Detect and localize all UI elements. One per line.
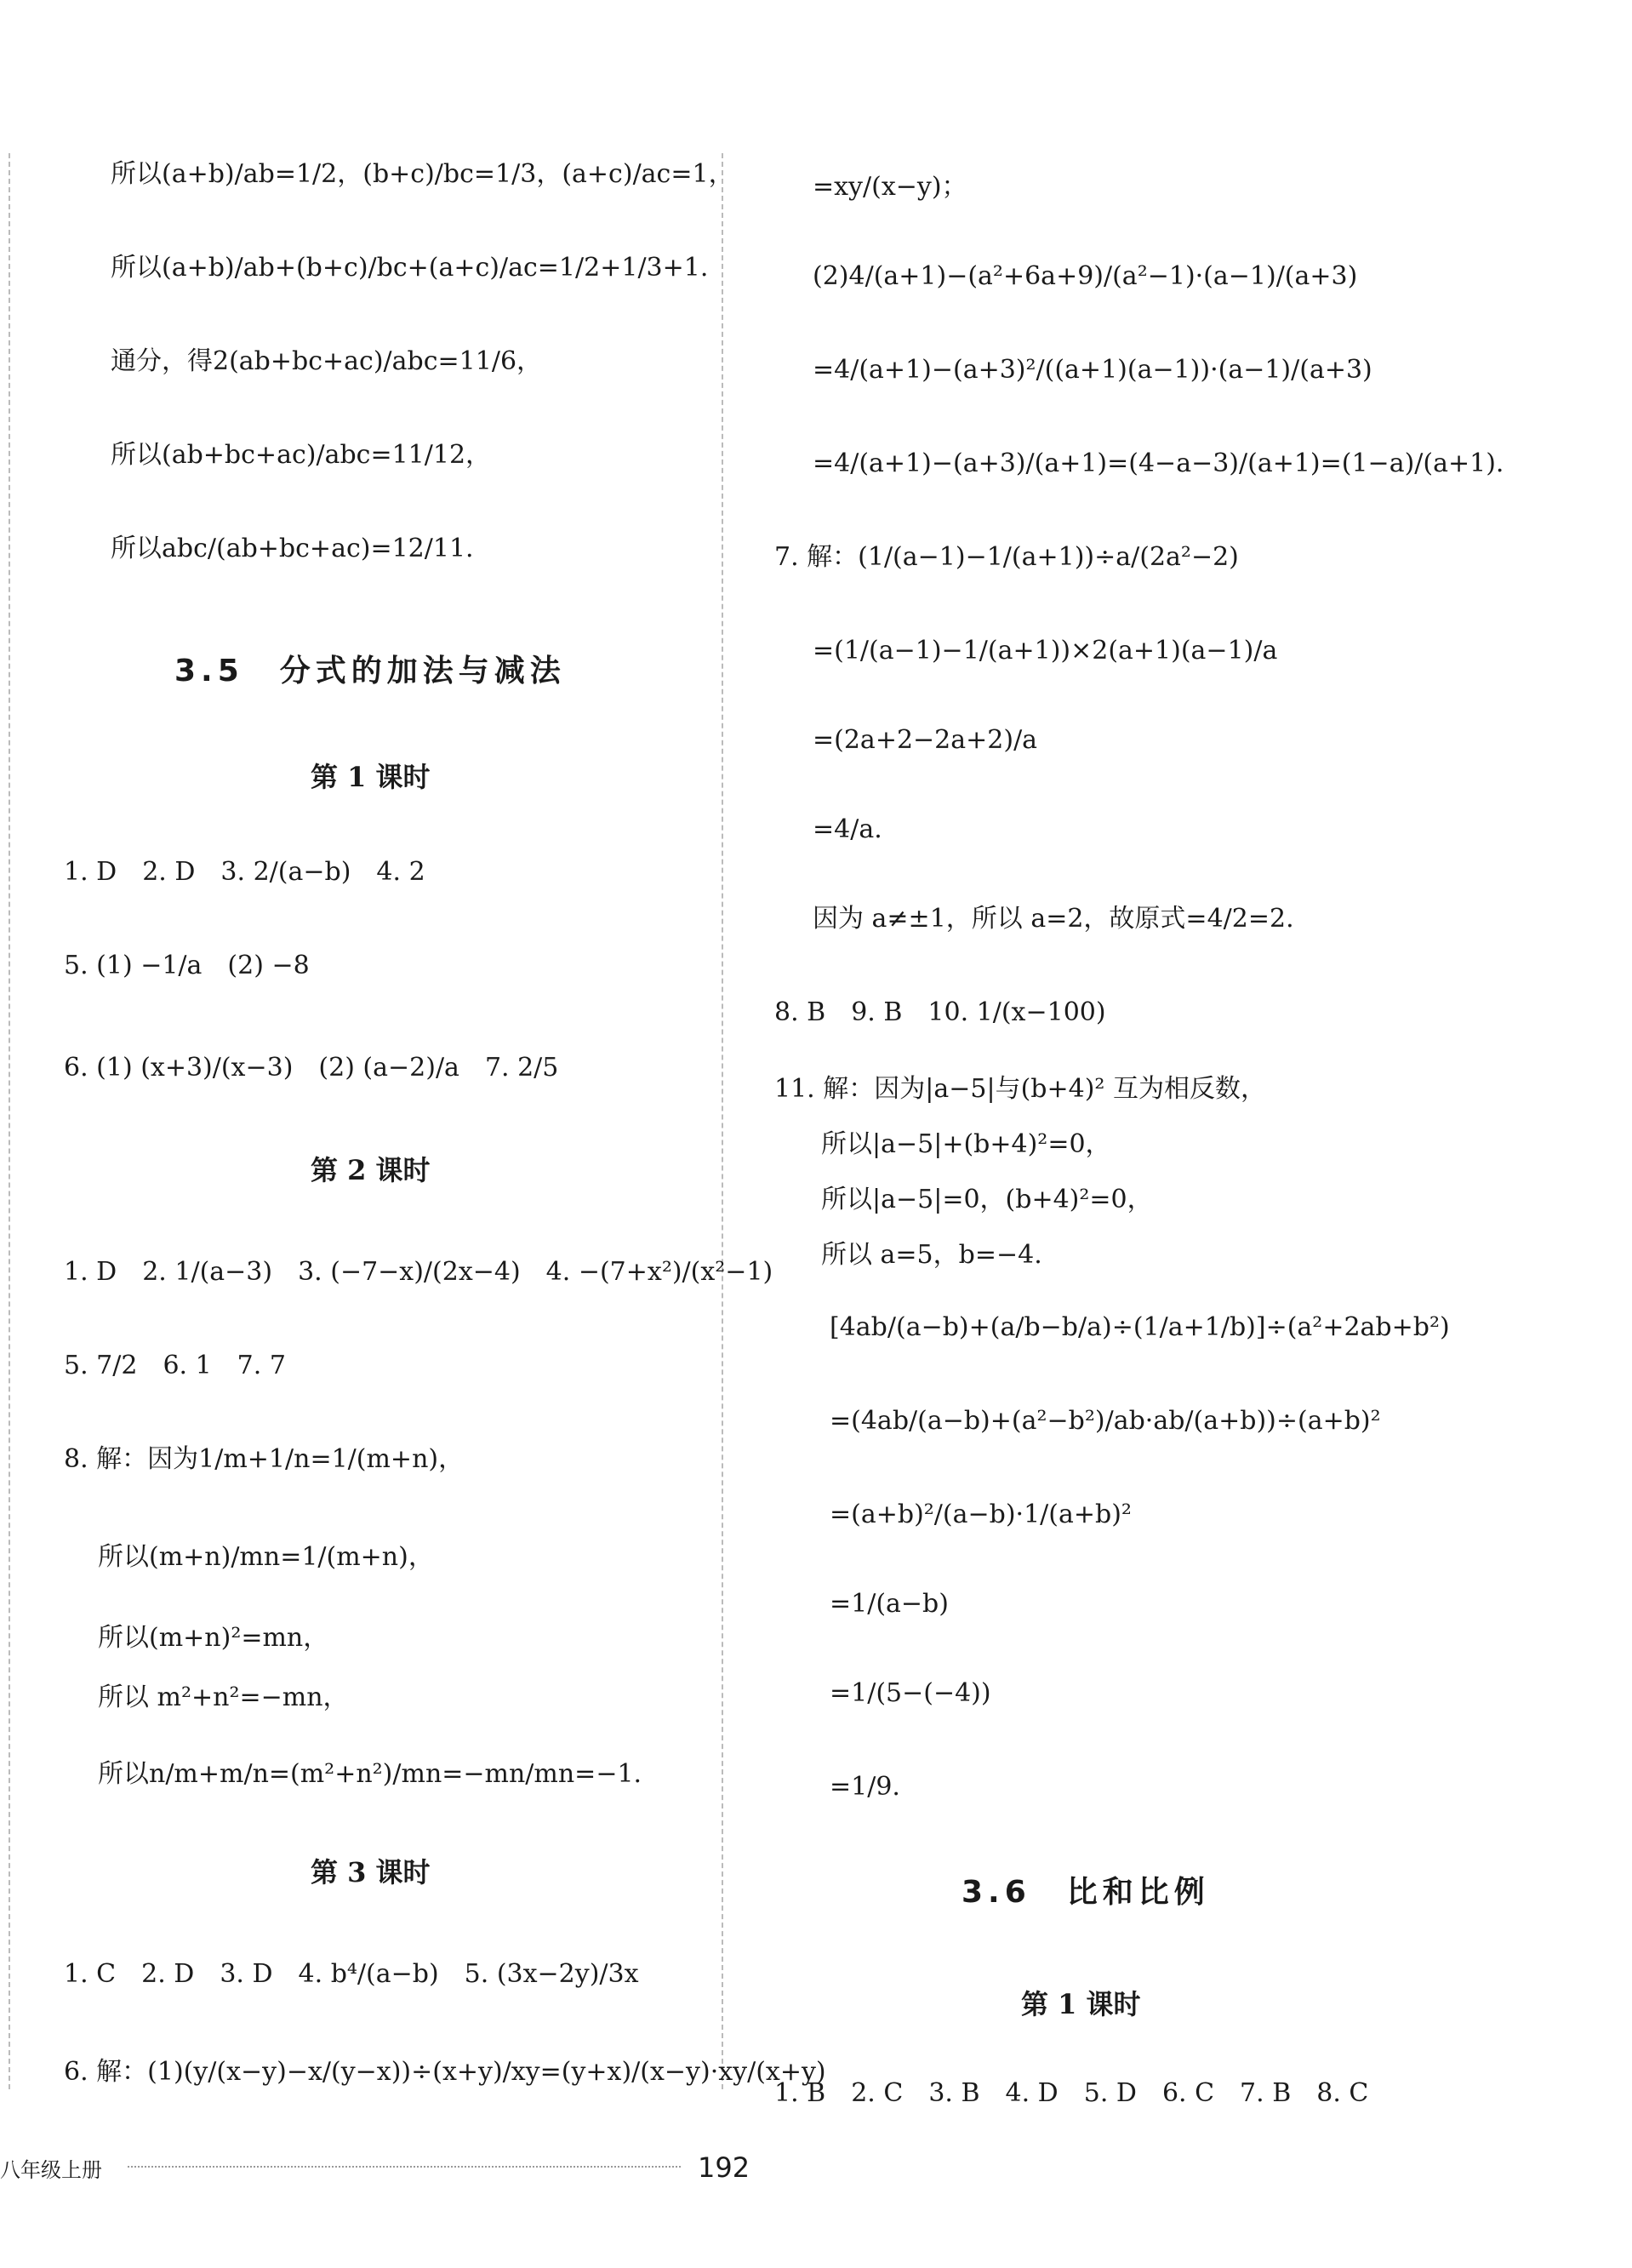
- section-title-3-6: 3.6 比和比例: [962, 1875, 1210, 1910]
- right-line-11: 11. 解：因为|a−5|与(b+4)² 互为相反数，: [774, 1074, 1266, 1104]
- left-line-6: 1. D 2. D 3. 2/(a−b) 4. 2: [64, 857, 425, 887]
- left-line-14: 所以 m²+n²=−mn，: [98, 1682, 349, 1712]
- right-line-6: =(1/(a−1)−1/(a+1))×2(a+1)(a−1)/a: [813, 636, 1278, 666]
- right-line-9: 因为 a≠±1，所以 a=2，故原式=4/2=2.: [813, 904, 1294, 934]
- right-line-18: =1/(a−b): [830, 1589, 949, 1619]
- left-line-3: 通分，得2(ab+bc+ac)/abc=11/6，: [111, 346, 543, 376]
- lesson-heading-right-1: 第 1 课时: [1021, 1988, 1141, 2020]
- right-line-13: 所以|a−5|=0，(b+4)²=0，: [821, 1185, 1153, 1214]
- section-title-3-5: 3.5 分式的加法与减法: [174, 654, 566, 688]
- lesson-heading-3: 第 3 课时: [311, 1856, 431, 1888]
- left-line-15: 所以n/m+m/n=(m²+n²)/mn=−mn/mn=−1.: [98, 1759, 642, 1789]
- right-line-10: 8. B 9. B 10. 1/(x−100): [774, 997, 1106, 1027]
- left-margin-rule: [9, 153, 10, 2089]
- right-line-7: =(2a+2−2a+2)/a: [813, 725, 1038, 755]
- left-line-17: 6. 解：(1)(y/(x−y)−x/(y−x))÷(x+y)/xy=(y+x)/(x−y)·xy/(x+y): [64, 2057, 826, 2087]
- right-line-15: [4ab/(a−b)+(a/b−b/a)÷(1/a+1/b)]÷(a²+2ab+b²): [830, 1312, 1450, 1342]
- left-line-7: 5. (1) −1/a (2) −8: [64, 951, 310, 980]
- right-line-4: =4/(a+1)−(a+3)/(a+1)=(4−a−3)/(a+1)=(1−a)/(a+1).: [813, 448, 1504, 478]
- left-line-13: 所以(m+n)²=mn，: [98, 1623, 329, 1653]
- left-line-10: 5. 7/2 6. 1 7. 7: [64, 1351, 286, 1380]
- left-line-2: 所以(a+b)/ab+(b+c)/bc+(a+c)/ac=1/2+1/3+1.: [111, 253, 709, 283]
- right-line-16: =(4ab/(a−b)+(a²−b²)/ab·ab/(a+b))÷(a+b)²: [830, 1406, 1381, 1436]
- right-line-21: 1. B 2. C 3. B 4. D 5. D 6. C 7. B 8. C: [774, 2078, 1369, 2108]
- left-line-16: 1. C 2. D 3. D 4. b⁴/(a−b) 5. (3x−2y)/3x: [64, 1959, 639, 1989]
- left-line-5: 所以abc/(ab+bc+ac)=12/11.: [111, 534, 474, 563]
- right-line-12: 所以|a−5|+(b+4)²=0，: [821, 1129, 1111, 1159]
- right-line-1: =xy/(x−y)；: [813, 172, 967, 202]
- right-line-19: =1/(5−(−4)): [830, 1678, 991, 1708]
- left-line-11: 8. 解：因为1/m+1/n=1/(m+n)，: [64, 1444, 465, 1474]
- lesson-heading-1: 第 1 课时: [311, 761, 431, 793]
- right-line-17: =(a+b)²/(a−b)·1/(a+b)²: [830, 1500, 1132, 1529]
- right-line-8: =4/a.: [813, 814, 882, 844]
- right-line-20: =1/9.: [830, 1772, 900, 1802]
- footer-dotted-line: [128, 2166, 681, 2168]
- right-line-5: 7. 解：(1/(a−1)−1/(a+1))÷a/(2a²−2): [774, 542, 1239, 572]
- right-line-2: (2)4/(a+1)−(a²+6a+9)/(a²−1)·(a−1)/(a+3): [813, 261, 1358, 291]
- left-line-4: 所以(ab+bc+ac)/abc=11/12，: [111, 440, 492, 470]
- left-line-8: 6. (1) (x+3)/(x−3) (2) (a−2)/a 7. 2/5: [64, 1053, 559, 1083]
- column-divider: [722, 153, 723, 2089]
- right-line-14: 所以 a=5，b=−4.: [821, 1240, 1042, 1270]
- left-line-1: 所以(a+b)/ab=1/2，(b+c)/bc=1/3，(a+c)/ac=1，: [111, 159, 734, 189]
- page-number: 192: [698, 2151, 750, 2184]
- footer-grade-label: 八年级上册: [0, 2158, 102, 2182]
- left-line-9: 1. D 2. 1/(a−3) 3. (−7−x)/(2x−4) 4. −(7+x²)/(x²−1): [64, 1257, 773, 1287]
- lesson-heading-2: 第 2 课时: [311, 1154, 431, 1186]
- right-line-3: =4/(a+1)−(a+3)²/((a+1)(a−1))·(a−1)/(a+3): [813, 355, 1372, 385]
- left-line-12: 所以(m+n)/mn=1/(m+n)，: [98, 1542, 434, 1572]
